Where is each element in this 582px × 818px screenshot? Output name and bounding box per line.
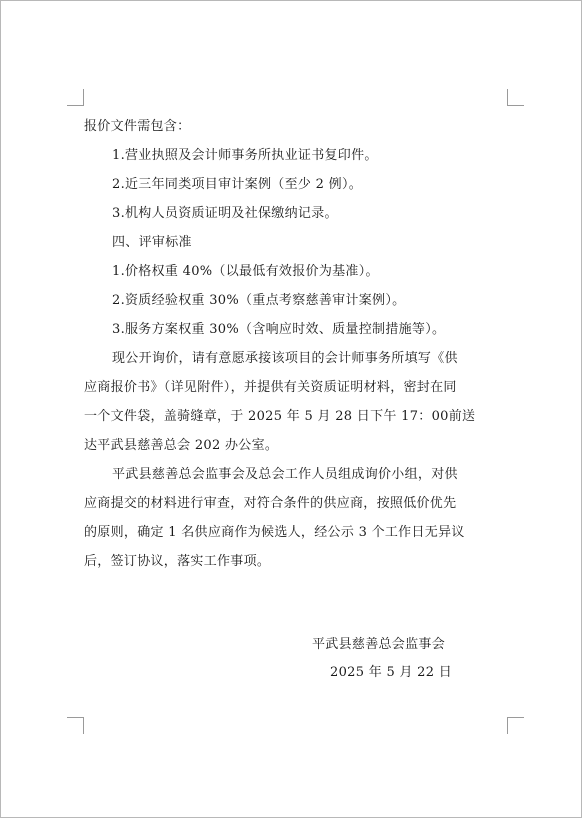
criteria-item: 2.资质经验权重 30%（重点考察慈善审计案例）。 [112, 293, 406, 308]
paragraph-line: 应商报价书》（详见附件），并提供有关资质证明材料，密封在同 [84, 380, 457, 395]
paragraph-line: 后，签订协议，落实工作事项。 [84, 554, 271, 569]
section-title: 四、评审标准 [112, 235, 192, 250]
paragraph-line: 应商提交的材料进行审查，对符合条件的供应商，按照低价优先 [84, 496, 457, 511]
paragraph-line: 平武县慈善总会监事会及总会工作人员组成询价小组，对供 [112, 467, 458, 482]
criteria-item: 3.服务方案权重 30%（含响应时效、质量控制措施等）。 [112, 322, 446, 337]
crop-mark-bottom-right [507, 717, 524, 734]
quote-docs-heading: 报价文件需包含： [84, 119, 191, 134]
paragraph-line: 一个文件袋，盖骑缝章，于 2025 年 5 月 28 日下午 17：00前送 [84, 409, 476, 424]
document-body [84, 112, 506, 576]
requirement-item: 3.机构人员资质证明及社保缴纳记录。 [112, 206, 338, 221]
paragraph-submission [84, 344, 506, 460]
paragraph-evaluation [84, 460, 506, 576]
crop-mark-top-left [67, 89, 84, 106]
paragraph-line: 的原则，确定 1 名供应商作为候选人，经公示 3 个工作日无异议 [84, 525, 465, 540]
crop-mark-bottom-left [67, 717, 84, 734]
signature-date: 2025 年 5 月 22 日 [330, 665, 453, 680]
paragraph-line: 达平武县慈善总会 202 办公室。 [84, 438, 279, 453]
paragraph-line: 现公开询价，请有意愿承接该项目的会计师事务所填写《供 [112, 351, 458, 366]
criteria-item: 1.价格权重 40%（以最低有效报价为基准）。 [112, 264, 379, 279]
requirement-item: 1.营业执照及会计师事务所执业证书复印件。 [112, 148, 378, 163]
crop-mark-top-right [507, 89, 524, 106]
requirement-item: 2.近三年同类项目审计案例（至少 2 例）。 [112, 177, 363, 192]
signature-organization: 平武县慈善总会监事会 [312, 637, 446, 652]
